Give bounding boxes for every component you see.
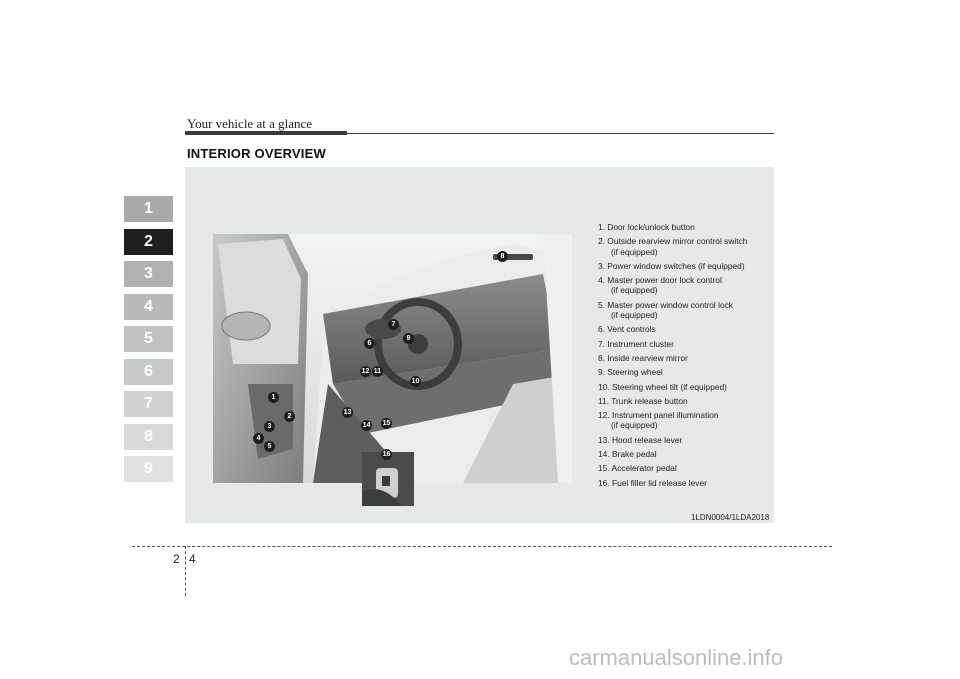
footer-rule: [132, 546, 832, 547]
legend-item: [598, 300, 770, 321]
page-chapter-number: 2: [173, 552, 180, 566]
fuel-lever-inset: [362, 452, 414, 506]
header-rule-thin: [347, 133, 774, 134]
legend-item: [598, 339, 770, 349]
callout-10: 10: [411, 378, 420, 385]
legend-item-subtext: (if equipped): [611, 285, 658, 296]
legend-item: [598, 353, 770, 363]
chapter-tab-5[interactable]: 5: [124, 326, 173, 352]
legend-item: [598, 275, 770, 296]
component-legend: [598, 222, 770, 492]
legend-item: [598, 382, 770, 392]
footer-divider: [185, 546, 186, 596]
legend-item-text: 2. Outside rearview mirror control switch: [598, 236, 748, 247]
legend-item: [598, 367, 770, 377]
legend-item-text: 14. Brake pedal: [598, 449, 657, 460]
callout-15: 15: [382, 420, 391, 427]
legend-item-text: 1. Door lock/unlock button: [598, 222, 695, 232]
legend-item-text: 15. Accelerator pedal: [598, 463, 677, 474]
callout-9: 9: [403, 333, 414, 344]
legend-item: [598, 463, 770, 473]
chapter-tabs: [124, 196, 173, 489]
chapter-tab-2[interactable]: 2: [124, 229, 173, 255]
callout-8: 8: [497, 251, 508, 262]
callout-5: 5: [264, 441, 275, 452]
legend-item-subtext: (if equipped): [611, 246, 658, 257]
chapter-tab-3[interactable]: 3: [124, 261, 173, 287]
legend-item: [598, 410, 770, 431]
callout-3: 3: [264, 421, 275, 432]
legend-item: [598, 478, 770, 488]
legend-item: [598, 435, 770, 445]
legend-item-text: 12. Instrument panel illumination: [598, 410, 719, 421]
callout-2: 2: [284, 411, 295, 422]
header-rule-thick: [185, 131, 347, 135]
running-header: Your vehicle at a glance: [187, 116, 313, 131]
legend-item-subtext: (if equipped): [611, 310, 658, 321]
legend-item-text: 11. Trunk release button: [598, 395, 688, 406]
legend-item-subtext: (if equipped): [611, 420, 658, 431]
legend-item-text: 7. Instrument cluster: [598, 338, 674, 349]
legend-item-text: 3. Power window switches (if equipped): [598, 260, 745, 271]
callout-11: 11: [373, 368, 382, 375]
callout-7: 7: [388, 319, 399, 330]
section-title: INTERIOR OVERVIEW: [187, 146, 326, 161]
legend-item: [598, 222, 770, 232]
callout-1: 1: [268, 392, 279, 403]
legend-item: [598, 261, 770, 271]
callout-4: 4: [253, 433, 264, 444]
chapter-tab-8[interactable]: 8: [124, 424, 173, 450]
callout-14: 14: [362, 422, 371, 429]
chapter-tab-4[interactable]: 4: [124, 294, 173, 320]
legend-item-text: 9. Steering wheel: [598, 367, 663, 378]
legend-item-text: 10. Steering wheel tilt (if equipped): [598, 381, 727, 392]
callout-16: 16: [382, 451, 391, 458]
callout-13: 13: [343, 409, 352, 416]
chapter-tab-9[interactable]: 9: [124, 456, 173, 482]
page-number: 4: [189, 552, 196, 566]
fuel-lever-illustration: [362, 452, 414, 506]
chapter-tab-6[interactable]: 6: [124, 359, 173, 385]
chapter-tab-7[interactable]: 7: [124, 391, 173, 417]
legend-item-text: 16. Fuel filler lid release lever: [598, 477, 707, 488]
legend-item-text: 4. Master power door lock control: [598, 275, 722, 286]
watermark: carmanualsonline.info: [569, 645, 784, 670]
chapter-tab-1[interactable]: 1: [124, 196, 173, 222]
figure-code: 1LDN0004/1LDA2018: [691, 513, 770, 522]
legend-item: [598, 324, 770, 334]
legend-item-text: 13. Hood release lever: [598, 434, 683, 445]
legend-item: [598, 236, 770, 257]
legend-item-text: 5. Master power window control lock: [598, 299, 733, 310]
legend-item: [598, 449, 770, 459]
legend-item: [598, 396, 770, 406]
callout-6: 6: [364, 338, 375, 349]
legend-item-text: 8. Inside rearview mirror: [598, 352, 688, 363]
callout-12: 12: [361, 368, 370, 375]
legend-item-text: 6. Vent controls: [598, 324, 656, 335]
